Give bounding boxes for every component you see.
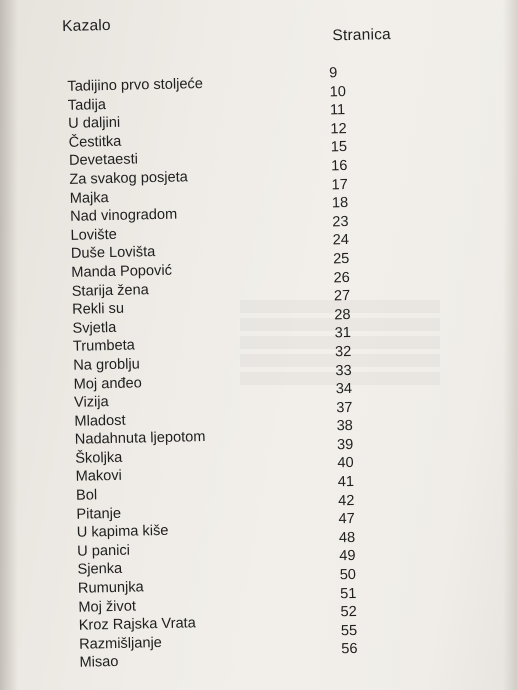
toc-entry-page: 9 <box>329 65 338 82</box>
toc-entry-title: Duše Lovišta <box>70 244 156 263</box>
page-edge-shadow <box>503 0 517 690</box>
toc-entry-title: Nad vinogradom <box>70 206 178 225</box>
toc-entry-title: Rekli su <box>71 300 125 318</box>
toc-entry-title: Rumunjka <box>77 579 144 597</box>
toc-entry-title: Moj život <box>78 598 137 616</box>
toc-title: Kazalo <box>61 16 111 35</box>
toc-entry-page: 25 <box>332 250 350 268</box>
toc-entry-title: Tadijino prvo stoljeće <box>67 76 204 95</box>
toc-entry-page: 18 <box>331 195 349 212</box>
toc-entry-title: Misao <box>79 654 119 672</box>
toc-entry-page: 15 <box>330 139 348 156</box>
toc-entry-page: 37 <box>336 399 353 416</box>
toc-entry-title: Kroz Rajska Vrata <box>78 615 196 634</box>
toc-entry-page: 24 <box>332 232 350 249</box>
toc-entry-title: Na groblju <box>73 356 140 374</box>
toc-entry-page: 55 <box>340 622 358 640</box>
toc-entry-title: U panici <box>77 542 131 560</box>
toc-entry-page: 39 <box>336 436 354 454</box>
toc-entry-title: Tadija <box>67 96 107 114</box>
toc-entry-list <box>61 65 493 673</box>
toc-entry-page: 12 <box>330 120 347 138</box>
toc-entry-title: Trumbeta <box>72 337 135 356</box>
toc-entry-page: 10 <box>329 83 347 100</box>
toc-entry-title: U daljini <box>68 114 121 133</box>
toc-entry-title: Moj anđeo <box>73 374 142 393</box>
toc-entry-title: Školjka <box>75 449 123 467</box>
toc-entry-page: 34 <box>335 381 353 398</box>
toc-entry-page: 16 <box>330 157 348 175</box>
toc-entry-title: Majka <box>69 189 109 207</box>
toc-entry-page: 41 <box>337 474 355 491</box>
toc-entry-title: Mladost <box>74 412 126 430</box>
toc-entry-title: Za svakog posjeta <box>69 169 188 188</box>
toc-entry-title: U kapima kiše <box>76 523 169 542</box>
toc-entry-title: Bol <box>75 487 98 504</box>
toc-entry-title: Makovi <box>75 468 123 486</box>
toc-entry-title: Čestitka <box>68 133 122 151</box>
toc-entry-page: 49 <box>339 548 356 565</box>
toc-entry-page: 33 <box>335 362 352 379</box>
toc-entry-page: 31 <box>334 325 352 342</box>
toc-entry-title: Pitanje <box>76 505 122 523</box>
toc-entry-title: Manda Popović <box>71 262 173 281</box>
toc-entry-page: 52 <box>340 604 357 621</box>
toc-entry-page: 50 <box>339 566 357 584</box>
table-of-contents <box>60 9 494 688</box>
toc-entry-page: 42 <box>338 492 355 509</box>
toc-entry-title: Nadahnuta ljepotom <box>74 429 206 449</box>
toc-entry-title: Razmišljanje <box>78 634 163 653</box>
toc-entry-page: 40 <box>337 455 354 472</box>
toc-entry-title: Lovište <box>70 226 117 244</box>
toc-entry-title: Starija žena <box>71 281 149 300</box>
toc-entry-page: 26 <box>333 269 350 286</box>
toc-entry-page: 56 <box>341 641 358 658</box>
toc-entry-page: 11 <box>329 102 346 119</box>
toc-entry-title: Vizija <box>73 394 109 411</box>
toc-entry-page: 28 <box>334 306 351 324</box>
toc-entry-page: 23 <box>332 213 349 231</box>
toc-entry-page: 17 <box>331 176 348 193</box>
toc-entry-title: Svjetla <box>72 319 117 337</box>
toc-entry-page: 47 <box>338 511 355 528</box>
toc-entry-page: 48 <box>338 529 356 547</box>
toc-entry-page: 32 <box>334 343 352 361</box>
toc-entry-page: 38 <box>336 418 354 435</box>
toc-entry-title: Sjenka <box>77 561 123 579</box>
toc-entry-page: 27 <box>333 288 351 305</box>
page-fold-shadow <box>0 0 18 690</box>
toc-entry-page: 51 <box>339 585 357 602</box>
page-column-header: Stranica <box>332 26 392 45</box>
toc-entry-title: Devetaesti <box>68 151 139 170</box>
